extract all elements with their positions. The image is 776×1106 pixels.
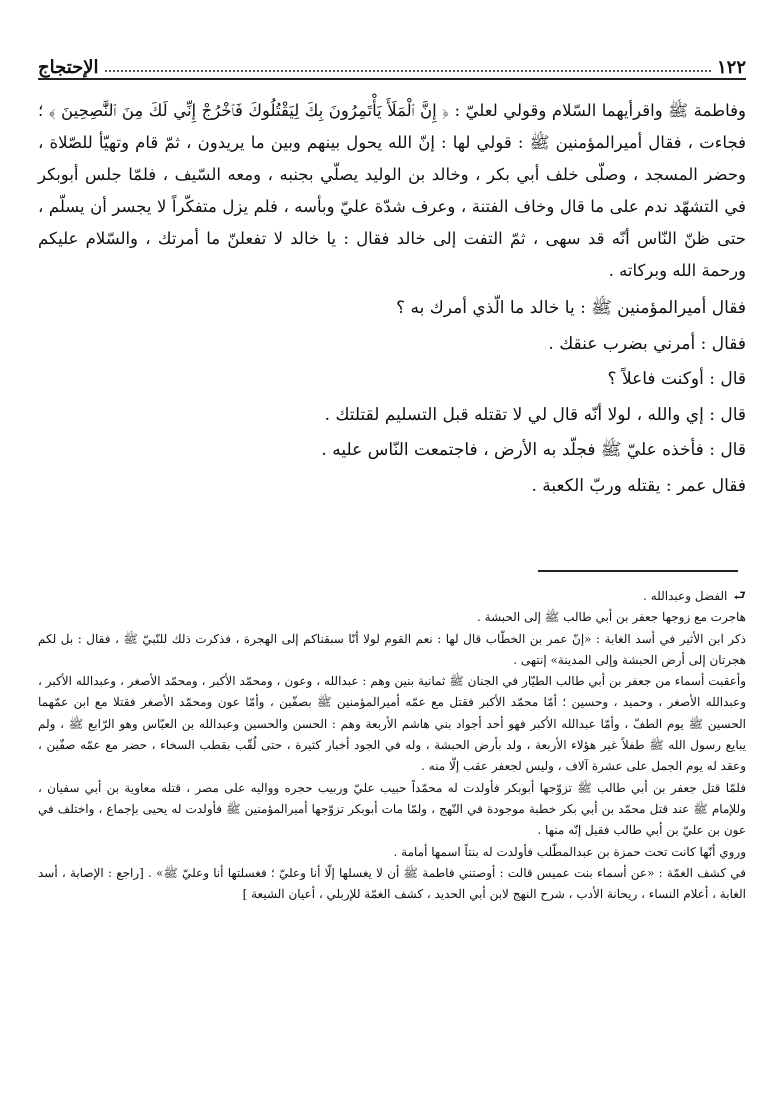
- footnote-line: هاجرت مع زوجها جعفر بن أبي طالب ﷺ إلى الحبشة .: [477, 610, 746, 625]
- dialogue-line: فقال : أمرني بضرب عنقك .: [548, 333, 746, 354]
- dialogue-line: قال : فأخذه عليّ ﷺ فجلّد به الأرض ، فاجتمعت النّاس عليه .: [321, 440, 746, 460]
- page-number: ١٢٢: [716, 57, 746, 78]
- footnote-divider: [538, 570, 738, 572]
- footnote-line: فلمّا قتل جعفر بن أبي طالب ﷺ تزوّجها أبوبكر فأولدت له محمّداً حبيب عليّ وربيب حجره وواليه على مصر ، قتله معاوية بن أبي سفيان ، وللإمام ﷺ عند قتل محمّد بن أبي بكر خطبة موجودة في النّهج ، ولمّا مات أبوبكر تزوّجها أميرالمؤمنين ﷺ فأولدت له يحيى بإجماع ، واختلف في عون بن عليّ بن أبي طالب فقيل إنّه منها .: [38, 780, 747, 838]
- running-title: الإحتجاج: [38, 57, 99, 78]
- footnote-line: في كشف الغمّة : «عن أسماء بنت عميس قالت : أوصتني فاطمة ﷺ أن لا يغسلها إلّا أنا وعليّ ؛ فغسلتها أنا وعليّ ﷺ» . [راجع : الإصابة ، أسد الغابة ، أعلام النساء ، ريحانة الأدب ، شرح النهج لابن أبي الحديد ، كشف الغمّة للإربلي ، أعيان الشيعة ]: [38, 865, 746, 902]
- dialogue-line: قال : أوكنت فاعلاً ؟: [607, 369, 746, 389]
- dialogue-line: فقال عمر : يقتله وربّ الكعبة .: [531, 475, 746, 496]
- footnote-continuation-icon: ⮐: [733, 588, 746, 604]
- header-dot-leader: [105, 70, 711, 72]
- footnote-line: ذكر ابن الأثير في أسد الغابة : «إنّ عمر بن الخطّاب قال لها : نعم القوم لولا أنّا سبقناكم إلى الهجرة ، فذكرت ذلك للنّبيّ ﷺ ، فقال : بل لكم هجرتان إلى أرض الحبشة وإلى المدينة» إنتهى .: [38, 631, 746, 667]
- footnote-text: الفضل وعبدالله .: [643, 589, 728, 603]
- footnote-line: وروي أنّها كانت تحت حمزة بن عبدالمطّلب فأولدت له بنتاً اسمها أمامة .: [393, 844, 746, 859]
- dialogue-line: قال : إي والله ، لولا أنّه قال لي لا تقتله قبل التسليم لقتلتك .: [324, 404, 746, 425]
- dialogue-line: فقال أميرالمؤمنين ﷺ : يا خالد ما الّذي أمرك به ؟: [396, 298, 746, 318]
- main-text: [38, 95, 746, 504]
- footnotes: [38, 586, 746, 905]
- footnote-line: [38, 586, 746, 607]
- footnote-line: وأعقبت أسماء من جعفر بن أبي طالب الطيّار في الجنان ﷺ ثمانية بنين وهم : عبدالله ، وعون ، ومحمّد الأكبر ، ومحمّد الأصغر ، وعبدالله الأكبر ، وعبدالله الأصغر ، وحميد ، وحسين ؛ أمّا محمّد الأكبر فقتل مع عمّه أميرالمؤمنين ﷺ بصفّين ، وأمّا عون ومحمّد الأصغر فقتلا مع ابن عمّهما الحسين ﷺ يوم الطفّ ، وأمّا عبدالله الأكبر فهو أحد أجواد بني هاشم الأربعة وهم : الحسن والحسين وعبدالله بن العبّاس وهو الرّابع ﷺ ، ولم يبايع رسول الله ﷺ طفلاً غير هؤلاء الأربعة ، ولد بأرض الحبشة ، وله في الجود أخبار كثيرة ، حتى لُقّب بقطب السخاء ، حضر مع عمّه صفّين ، وعقد له يوم الجمل على عشرة آلاف ، وليس لجعفر عقب إلّا منه .: [38, 674, 746, 774]
- page-header: [38, 42, 746, 80]
- dialogue-block: [38, 291, 746, 504]
- body-paragraph: وفاطمة ﷺ واقرأيهما السّلام وقولي لعليّ : ﴿ إِنَّ ٱلْمَلَأَ يَأْتَمِرُونَ بِكَ لِيَقْتُلُوكَ فَٱخْرُجْ إِنِّي لَكَ مِنَ ٱلنَّٰصِحِينَ ﴾ ؛ فجاءت ، فقال أميرالمؤمنين ﷺ : قولي لها : إنّ الله يحول بينهم وبين ما يريدون ، ثمّ قام وتهيّأ للصّلاة ، وحضر المسجد ، وصلّى خلف أبي بكر ، وخالد بن الوليد يصلّي بجنبه ، ومعه السّيف ، فلمّا جلس أبوبكر في التشهّد ندم على ما قال وخاف الفتنة ، وعرف شدّة عليّ وبأسه ، فلم يزل متفكّراً لا يجسر أن يسلّم ، حتى ظنّ النّاس أنّه قد سهى ، ثمّ التفت إلى خالد فقال : يا خالد لا تفعلنّ ما أمرتك ، والسّلام عليكم ورحمة الله وبركاته .: [38, 101, 746, 280]
